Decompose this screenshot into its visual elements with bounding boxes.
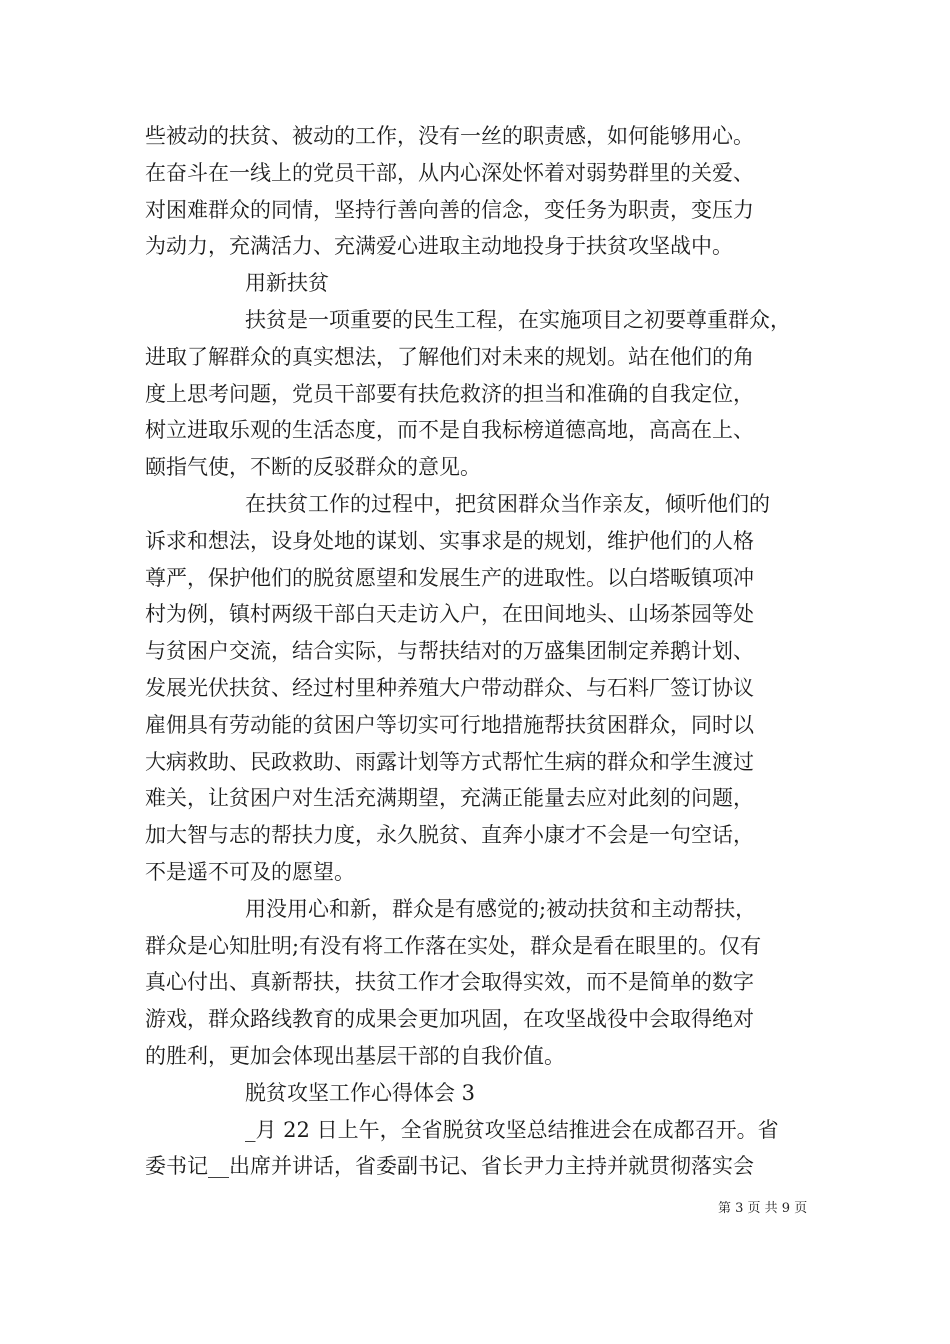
text-line: 为动力，充满活力、充满爱心进取主动地投身于扶贫攻坚战中。 <box>145 234 733 259</box>
text-line: 对困难群众的同情，坚持行善向善的信念，变任务为职责，变压力 <box>145 197 754 222</box>
text-line: 用没用心和新，群众是有感觉的;被动扶贫和主动帮扶， <box>245 896 757 921</box>
text-line: 扶贫是一项重要的民生工程，在实施项目之初要尊重群众， <box>245 307 791 332</box>
text-line: 脱贫攻坚工作心得体会 3 <box>245 1080 476 1105</box>
text-line: 加大智与志的帮扶力度，永久脱贫、直奔小康才不会是一句空话， <box>145 823 754 848</box>
document-body <box>145 118 810 1185</box>
text-line: 真心付出、真新帮扶，扶贫工作才会取得实效，而不是简单的数字 <box>145 970 754 995</box>
page-number: 第 3 页 共 9 页 <box>718 1201 808 1216</box>
text-line: 在扶贫工作的过程中，把贫困群众当作亲友，倾听他们的 <box>245 491 770 516</box>
text-line: 的胜利，更加会体现出基层干部的自我价值。 <box>145 1043 565 1068</box>
text-line: 颐指气使，不断的反驳群众的意见。 <box>145 455 481 480</box>
text-line: 不是遥不可及的愿望。 <box>145 859 355 884</box>
text-line: 些被动的扶贫、被动的工作，没有一丝的职责感，如何能够用心。 <box>145 124 754 148</box>
text-line: 与贫困户交流，结合实际，与帮扶结对的万盛集团制定养鹅计划、 <box>145 639 754 664</box>
text-line: 树立进取乐观的生活态度，而不是自我标榜道德高地，高高在上、 <box>145 418 754 443</box>
text-line: 在奋斗在一线上的党员干部，从内心深处怀着对弱势群里的关爱、 <box>145 160 754 185</box>
text-line: 尊严，保护他们的脱贫愿望和发展生产的进取性。以白塔畈镇项冲 <box>145 565 754 590</box>
text-line: 用新扶贫 <box>245 271 329 296</box>
text-line: 雇佣具有劳动能的贫困户等切实可行地措施帮扶贫困群众，同时以 <box>145 712 754 737</box>
text-line: 发展光伏扶贫、经过村里种养殖大户带动群众、与石料厂签订协议 <box>145 675 754 700</box>
text-line: 游戏，群众路线教育的成果会更加巩固，在攻坚战役中会取得绝对 <box>145 1007 754 1032</box>
text-line: 度上思考问题，党员干部要有扶危救济的担当和准确的自我定位， <box>145 381 754 406</box>
text-line: 大病救助、民政救助、雨露计划等方式帮忙生病的群众和学生渡过 <box>145 749 754 774</box>
text-line: 难关，让贫困户对生活充满期望，充满正能量去应对此刻的问题， <box>145 786 754 811</box>
text-line: 村为例，镇村两级干部白天走访入户，在田间地头、山场茶园等处 <box>145 602 754 627</box>
text-line: 群众是心知肚明;有没有将工作落在实处，群众是看在眼里的。仅有 <box>145 933 762 958</box>
text-line: 进取了解群众的真实想法，了解他们对未来的规划。站在他们的角 <box>145 344 754 369</box>
text-line: 诉求和想法，设身处地的谋划、实事求是的规划，维护他们的人格 <box>145 528 754 553</box>
text-line: _月 22 日上午，全省脱贫攻坚总结推进会在成都召开。省 <box>245 1117 779 1142</box>
text-line: 委书记__出席并讲话，省委副书记、省长尹力主持并就贯彻落实会 <box>145 1154 754 1179</box>
